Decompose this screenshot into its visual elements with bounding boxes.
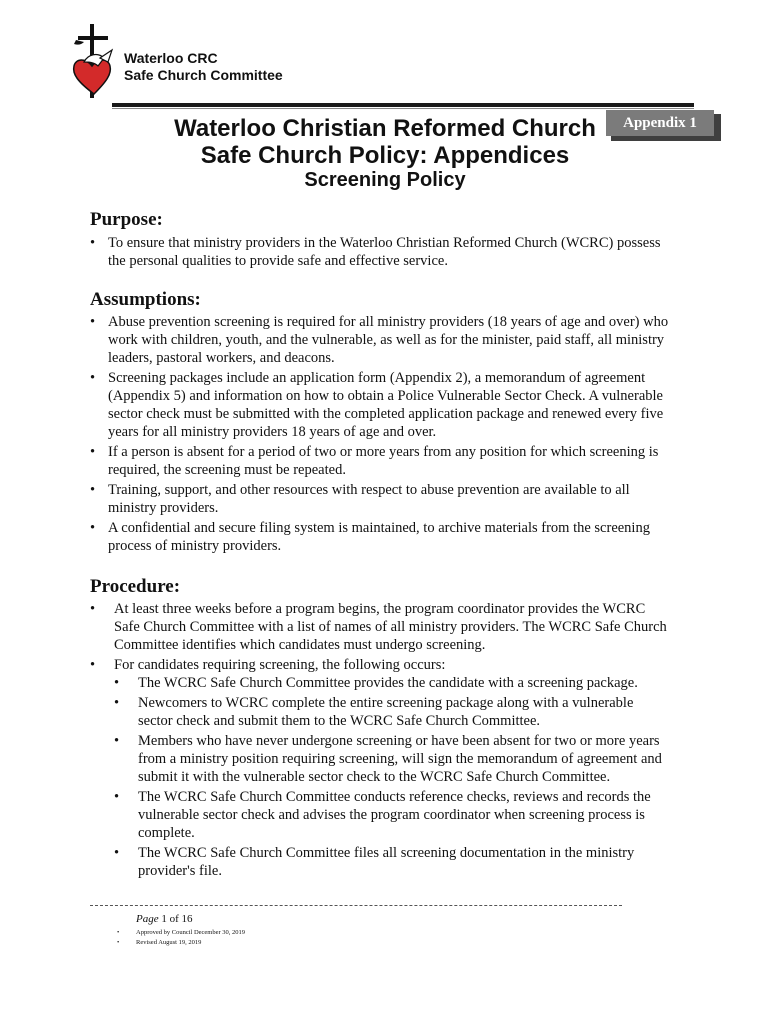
bullet-icon: • [90,601,96,617]
sub-list-item [114,674,670,692]
org-name [124,50,283,84]
list-item [90,481,670,517]
bullet-icon: • [90,482,96,498]
bullet-icon: • [90,657,96,673]
approved-note: Approved by Council December 30, 2019 [136,929,246,936]
bullet-icon: • [114,789,120,805]
bullet-icon: • [90,444,96,460]
procedure-item-2-text: For candidates requiring screening, the following occurs: [114,657,446,673]
footer-rule [90,905,622,906]
list-item [90,234,670,270]
procedure-list [90,600,670,882]
procedure-subitem-text: The WCRC Safe Church Committee conducts reference checks, reviews and records the vulnerable sector check and advises the program coordinator when screening process is complete. [138,789,651,841]
list-item [90,656,670,880]
procedure-subitem-text: Members who have never undergone screening or have been absent for two or more years from a ministry position requiring screening, will sign the memorandum of agreement and submit it with the vulnerable sector check to the WCRC Safe Church Committee. [138,733,662,785]
sub-list-item [114,732,670,786]
page-num: 1 of 16 [161,913,193,925]
bullet-icon: • [117,929,120,936]
cross-heart-dove-icon [70,22,118,100]
procedure-subitem-text: Newcomers to WCRC complete the entire screening package along with a vulnerable sector check and submit them to the WCRC Safe Church Committee. [138,695,634,729]
title-line-2: Safe Church Policy: Appendices [200,142,570,169]
assumptions-list [90,313,670,557]
procedure-sublist [114,674,670,880]
list-item [90,600,670,654]
org-line-1: Waterloo CRC [124,50,218,66]
sub-list-item [114,788,670,842]
purpose-heading: Purpose: [90,209,163,230]
org-line-2: Safe Church Committee [124,67,283,83]
list-item [90,519,670,555]
bullet-icon: • [117,939,120,946]
list-item [90,369,670,441]
bullet-icon: • [90,314,96,330]
procedure-subitem-text: The WCRC Safe Church Committee provides the candidate with a screening package. [138,675,638,691]
bullet-icon: • [90,370,96,386]
list-item [90,313,670,367]
list-item [90,443,670,479]
assumption-text: Training, support, and other resources with respect to abuse prevention are available to all ministry providers. [108,482,630,516]
footer-note [117,928,245,938]
bullet-icon: • [114,733,120,749]
assumption-text: Screening packages include an application form (Appendix 2), a memorandum of agreement (Appendix 5) and information on how to obtain a Police Vulnerable Sector Check. A vulnerable sector check must be submitted with the completed application package and renewed every five years for all ministry providers 18 years of age and over. [108,370,664,440]
footer-notes [117,928,245,948]
purpose-item-text: To ensure that ministry providers in the Waterloo Christian Reformed Church (WCRC) possess the personal qualities to provide safe and effective service. [108,235,661,269]
bullet-icon: • [90,520,96,536]
procedure-heading: Procedure: [90,576,181,597]
bullet-icon: • [90,235,96,251]
assumption-text: A confidential and secure filing system is maintained, to archive materials from the screening process of ministry providers. [108,520,650,554]
assumption-text: Abuse prevention screening is required for all ministry providers (18 years of age and over) who work with children, youth, and the vulnerable, as well as for the minister, paid staff, all ministry leaders, pastoral workers, and deacons. [108,314,669,366]
bullet-icon: • [114,675,120,691]
assumption-text: If a person is absent for a period of two or more years from any position for which screening is required, the screening must be repeated. [108,444,659,478]
sub-list-item [114,844,670,880]
header-rule-thin [112,108,694,109]
title-line-3: Screening Policy [304,169,466,191]
revised-note: Revised August 19, 2019 [136,939,202,946]
sub-list-item [114,694,670,730]
procedure-subitem-text: The WCRC Safe Church Committee files all screening documentation in the ministry provider's file. [138,845,635,879]
title-line-1: Waterloo Christian Reformed Church [174,115,596,142]
page-number [136,913,193,925]
procedure-item-1-text: At least three weeks before a program begins, the program coordinator provides the WCRC Safe Church Committee with a list of names of all ministry providers. The WCRC Safe Church Committee identifies which candidates must undergo screening. [114,601,667,653]
appendix-badge: Appendix 1 [606,110,714,136]
assumptions-heading: Assumptions: [90,289,201,310]
header-rule [112,103,694,107]
purpose-list [90,234,670,272]
footer-note [117,938,245,948]
page-label: Page [136,913,159,925]
bullet-icon: • [114,695,120,711]
bullet-icon: • [114,845,120,861]
